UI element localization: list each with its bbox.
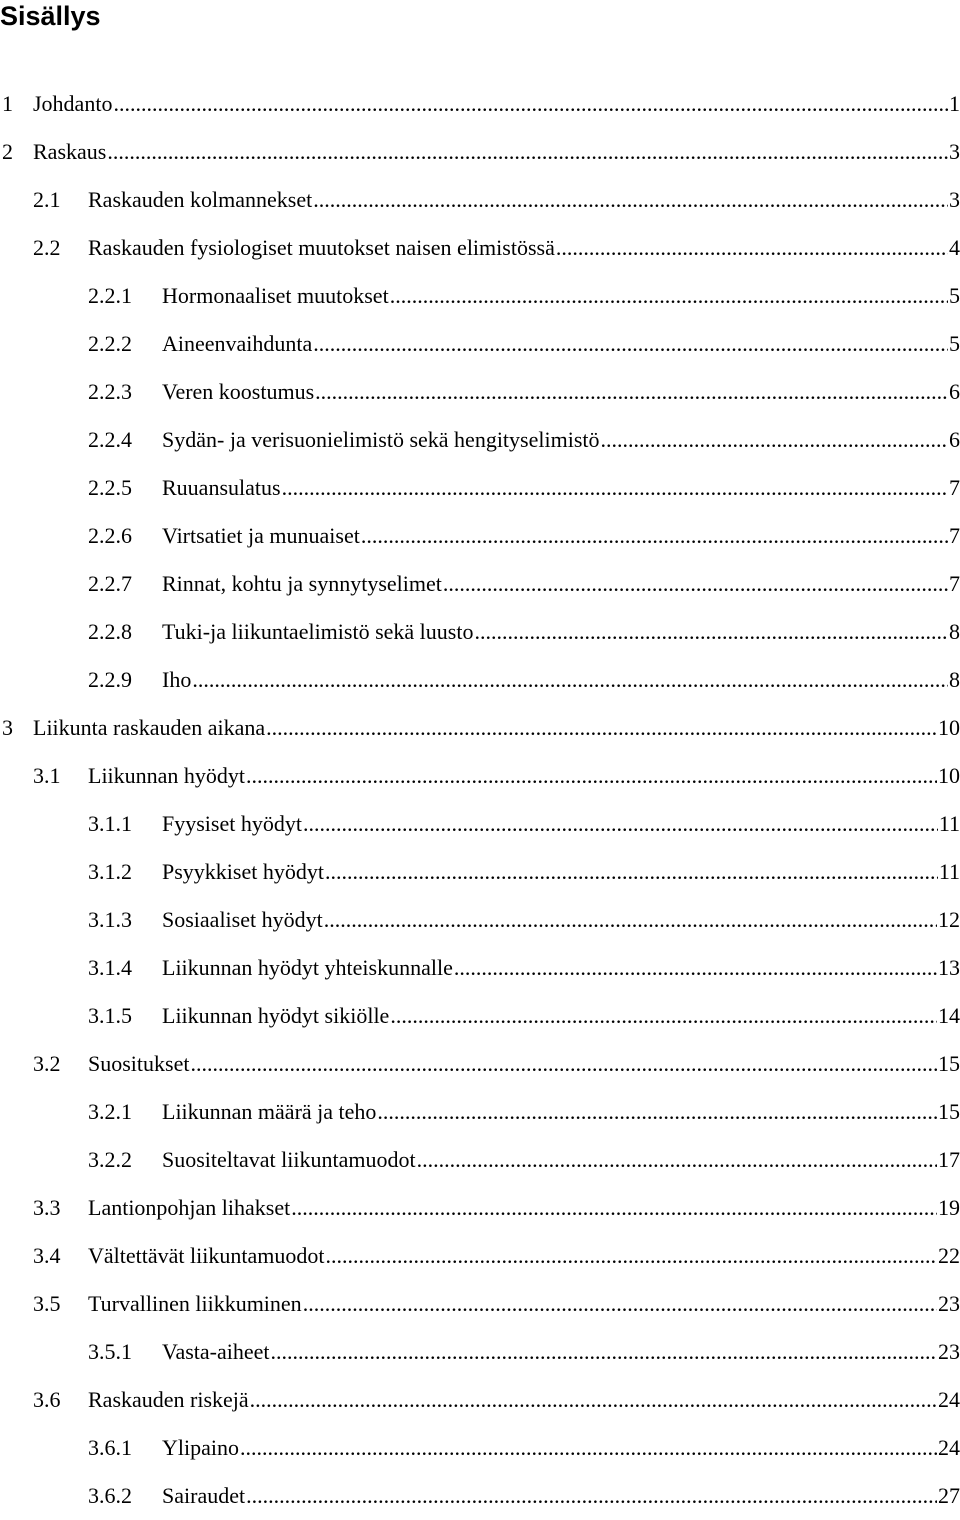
toc-dot-leader bbox=[107, 139, 948, 165]
toc-entry[interactable] bbox=[0, 560, 960, 608]
toc-dot-leader bbox=[192, 667, 948, 693]
toc-entry[interactable] bbox=[0, 1232, 960, 1280]
toc-entry-title: Raskaus bbox=[33, 139, 107, 164]
toc-dot-leader bbox=[282, 475, 948, 501]
toc-entry-number: 3.1.5 bbox=[88, 1003, 132, 1028]
toc-entry-title: Tuki-ja liikuntaelimistö sekä luusto bbox=[162, 619, 474, 644]
toc-entry[interactable] bbox=[0, 320, 960, 368]
toc-entry-number: 2.2.9 bbox=[88, 667, 132, 692]
toc-dot-leader bbox=[325, 859, 938, 885]
toc-entry-page-number: 11 bbox=[938, 811, 960, 836]
toc-entry[interactable] bbox=[0, 1472, 960, 1520]
toc-entry-page-number: 15 bbox=[938, 1051, 960, 1076]
toc-entry-page-number: 8 bbox=[949, 619, 960, 644]
toc-entry[interactable] bbox=[0, 992, 960, 1040]
toc-entry-page-number: 24 bbox=[938, 1387, 960, 1412]
toc-entry-page-number: 13 bbox=[938, 955, 960, 980]
toc-entry-page-number: 10 bbox=[938, 763, 960, 788]
toc-dot-leader bbox=[417, 1147, 937, 1173]
toc-entry[interactable] bbox=[0, 896, 960, 944]
toc-entry-title: Turvallinen liikkuminen bbox=[88, 1291, 302, 1316]
toc-entry[interactable] bbox=[0, 176, 960, 224]
toc-entry[interactable] bbox=[0, 1088, 960, 1136]
toc-entry-page-number: 5 bbox=[949, 331, 960, 356]
toc-dot-leader bbox=[190, 1051, 937, 1077]
toc-entry[interactable] bbox=[0, 368, 960, 416]
toc-entry-number: 3.2.1 bbox=[88, 1099, 132, 1124]
toc-entry-number: 2.2.5 bbox=[88, 475, 132, 500]
toc-entry[interactable] bbox=[0, 272, 960, 320]
toc-dot-leader bbox=[313, 331, 948, 357]
toc-entry[interactable] bbox=[0, 752, 960, 800]
toc-dot-leader bbox=[361, 523, 948, 549]
toc-entry-title: Raskauden kolmannekset bbox=[88, 187, 313, 212]
toc-entry-title: Virtsatiet ja munuaiset bbox=[162, 523, 360, 548]
toc-dot-leader bbox=[113, 91, 948, 117]
toc-entry-title: Liikunta raskauden aikana bbox=[33, 715, 266, 740]
toc-entry-title: Liikunnan määrä ja teho bbox=[162, 1099, 377, 1124]
toc-entry[interactable] bbox=[0, 704, 960, 752]
table-of-contents bbox=[0, 80, 960, 1520]
toc-entry-title: Ylipaino bbox=[162, 1435, 239, 1460]
toc-entry[interactable] bbox=[0, 512, 960, 560]
toc-entry-page-number: 7 bbox=[949, 571, 960, 596]
toc-entry-title: Iho bbox=[162, 667, 192, 692]
toc-entry-page-number: 24 bbox=[938, 1435, 960, 1460]
toc-entry-number: 3.4 bbox=[33, 1243, 61, 1268]
toc-dot-leader bbox=[443, 571, 948, 597]
toc-entry-title: Suositukset bbox=[88, 1051, 190, 1076]
toc-entry-number: 2.2.7 bbox=[88, 571, 132, 596]
toc-dot-leader bbox=[556, 235, 948, 261]
toc-entry-title: Suositeltavat liikuntamuodot bbox=[162, 1147, 416, 1172]
toc-entry-title: Veren koostumus bbox=[162, 379, 315, 404]
toc-entry[interactable] bbox=[0, 1184, 960, 1232]
toc-entry[interactable] bbox=[0, 608, 960, 656]
toc-dot-leader bbox=[325, 1243, 937, 1269]
toc-entry-number: 2.2.6 bbox=[88, 523, 132, 548]
toc-entry[interactable] bbox=[0, 800, 960, 848]
toc-dot-leader bbox=[474, 619, 948, 645]
toc-entry[interactable] bbox=[0, 944, 960, 992]
toc-entry-number: 2.2 bbox=[33, 235, 61, 260]
toc-entry-page-number: 14 bbox=[938, 1003, 960, 1028]
toc-entry[interactable] bbox=[0, 1136, 960, 1184]
toc-entry-number: 3.1.3 bbox=[88, 907, 132, 932]
toc-entry-page-number: 3 bbox=[949, 187, 960, 212]
toc-entry-page-number: 4 bbox=[949, 235, 960, 260]
toc-entry-page-number: 7 bbox=[949, 475, 960, 500]
toc-entry-number: 2 bbox=[2, 139, 13, 164]
toc-dot-leader bbox=[313, 187, 948, 213]
toc-entry-title: Vältettävät liikuntamuodot bbox=[88, 1243, 325, 1268]
toc-entry-page-number: 3 bbox=[949, 139, 960, 164]
toc-entry-page-number: 5 bbox=[949, 283, 960, 308]
toc-entry-page-number: 6 bbox=[949, 427, 960, 452]
toc-entry-page-number: 1 bbox=[949, 91, 960, 116]
toc-entry-number: 2.2.4 bbox=[88, 427, 132, 452]
toc-entry-title: Hormonaaliset muutokset bbox=[162, 283, 389, 308]
toc-dot-leader bbox=[315, 379, 948, 405]
toc-dot-leader bbox=[271, 1339, 938, 1365]
toc-dot-leader bbox=[303, 811, 938, 837]
toc-entry-page-number: 15 bbox=[938, 1099, 960, 1124]
toc-entry-title: Rinnat, kohtu ja synnytyselimet bbox=[162, 571, 442, 596]
toc-entry-page-number: 6 bbox=[949, 379, 960, 404]
toc-entry[interactable] bbox=[0, 80, 960, 128]
toc-entry-title: Sosiaaliset hyödyt bbox=[162, 907, 323, 932]
toc-entry[interactable] bbox=[0, 1040, 960, 1088]
toc-entry-title: Psyykkiset hyödyt bbox=[162, 859, 324, 884]
toc-entry-number: 3.1 bbox=[33, 763, 61, 788]
toc-entry-page-number: 17 bbox=[938, 1147, 960, 1172]
toc-entry[interactable] bbox=[0, 224, 960, 272]
toc-entry-title: Fyysiset hyödyt bbox=[162, 811, 302, 836]
toc-entry-number: 2.2.8 bbox=[88, 619, 132, 644]
toc-dot-leader bbox=[377, 1099, 937, 1125]
toc-entry-number: 2.1 bbox=[33, 187, 61, 212]
toc-entry-page-number: 8 bbox=[949, 667, 960, 692]
toc-entry-number: 1 bbox=[2, 91, 13, 116]
toc-title: Sisällys bbox=[0, 1, 101, 31]
toc-entry-number: 3.2.2 bbox=[88, 1147, 132, 1172]
toc-entry-title: Sairaudet bbox=[162, 1483, 246, 1508]
toc-entry-title: Liikunnan hyödyt yhteiskunnalle bbox=[162, 955, 453, 980]
toc-entry[interactable] bbox=[0, 1328, 960, 1376]
toc-entry-title: Liikunnan hyödyt sikiölle bbox=[162, 1003, 390, 1028]
toc-dot-leader bbox=[246, 763, 937, 789]
toc-dot-leader bbox=[324, 907, 937, 933]
toc-dot-leader bbox=[601, 427, 949, 453]
toc-entry-page-number: 27 bbox=[938, 1483, 960, 1508]
toc-entry-number: 3.5.1 bbox=[88, 1339, 132, 1364]
toc-entry-number: 3.6.2 bbox=[88, 1483, 132, 1508]
toc-entry[interactable] bbox=[0, 416, 960, 464]
toc-entry-page-number: 11 bbox=[938, 859, 960, 884]
toc-entry[interactable] bbox=[0, 848, 960, 896]
toc-dot-leader bbox=[390, 1003, 937, 1029]
toc-entry[interactable] bbox=[0, 1280, 960, 1328]
toc-entry-page-number: 10 bbox=[938, 715, 960, 740]
toc-entry[interactable] bbox=[0, 656, 960, 704]
toc-entry-page-number: 7 bbox=[949, 523, 960, 548]
toc-entry-title: Lantionpohjan lihakset bbox=[88, 1195, 291, 1220]
toc-dot-leader bbox=[291, 1195, 937, 1221]
toc-entry-number: 2.2.2 bbox=[88, 331, 132, 356]
toc-entry[interactable] bbox=[0, 128, 960, 176]
toc-entry-page-number: 23 bbox=[938, 1291, 960, 1316]
toc-entry-title: Liikunnan hyödyt bbox=[88, 763, 246, 788]
toc-entry-number: 3.3 bbox=[33, 1195, 61, 1220]
toc-dot-leader bbox=[250, 1387, 937, 1413]
toc-dot-leader bbox=[303, 1291, 937, 1317]
toc-dot-leader bbox=[240, 1435, 937, 1461]
toc-entry-page-number: 22 bbox=[938, 1243, 960, 1268]
toc-entry-number: 3.2 bbox=[33, 1051, 61, 1076]
toc-dot-leader bbox=[454, 955, 937, 981]
toc-entry[interactable] bbox=[0, 1424, 960, 1472]
toc-entry-title: Sydän- ja verisuonielimistö sekä hengityselimistö bbox=[162, 427, 600, 452]
toc-dot-leader bbox=[246, 1483, 937, 1509]
toc-entry-title: Raskauden riskejä bbox=[88, 1387, 249, 1412]
toc-dot-leader bbox=[390, 283, 948, 309]
toc-entry-number: 3.1.1 bbox=[88, 811, 132, 836]
toc-entry-title: Ruuansulatus bbox=[162, 475, 281, 500]
toc-entry-number: 2.2.3 bbox=[88, 379, 132, 404]
toc-entry-title: Raskauden fysiologiset muutokset naisen elimistössä bbox=[88, 235, 555, 260]
toc-entry-number: 3.1.4 bbox=[88, 955, 132, 980]
toc-entry-title: Aineenvaihdunta bbox=[162, 331, 313, 356]
toc-entry-page-number: 23 bbox=[938, 1339, 960, 1364]
toc-entry-title: Johdanto bbox=[33, 91, 113, 116]
toc-entry-title: Vasta-aiheet bbox=[162, 1339, 270, 1364]
toc-entry-page-number: 19 bbox=[938, 1195, 960, 1220]
toc-entry[interactable] bbox=[0, 464, 960, 512]
toc-entry-number: 3.6 bbox=[33, 1387, 61, 1412]
toc-entry-number: 3.6.1 bbox=[88, 1435, 132, 1460]
toc-entry[interactable] bbox=[0, 1376, 960, 1424]
toc-entry-page-number: 12 bbox=[938, 907, 960, 932]
toc-entry-number: 3.1.2 bbox=[88, 859, 132, 884]
toc-dot-leader bbox=[266, 715, 937, 741]
toc-entry-number: 3 bbox=[2, 715, 13, 740]
toc-entry-number: 2.2.1 bbox=[88, 283, 132, 308]
toc-entry-number: 3.5 bbox=[33, 1291, 61, 1316]
